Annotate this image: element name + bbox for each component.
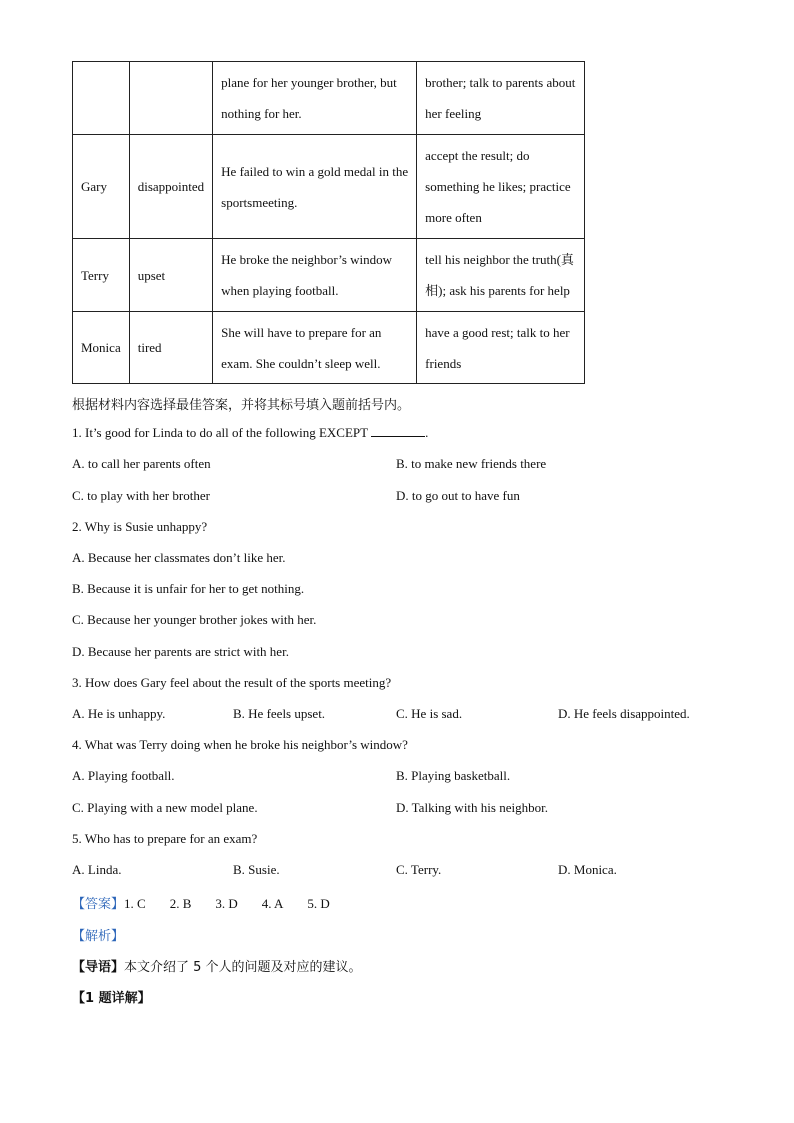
instruction: 根据材料内容选择最佳答案，并将其标号填入题前括号内。 xyxy=(72,398,411,413)
question-3: 3. How does Gary feel about the result of the sports meeting? xyxy=(72,675,392,690)
cell-advice: have a good rest; talk to her friends xyxy=(417,312,585,384)
q3-option-a[interactable]: A. He is unhappy. xyxy=(72,706,166,721)
q3-option-c[interactable]: C. He is sad. xyxy=(396,706,463,721)
q2-option-b[interactable]: B. Because it is unfair for her to get nothing. xyxy=(72,581,305,596)
detail-heading: 【1 题详解】 xyxy=(72,991,151,1006)
cell-advice: tell his neighbor the truth(真相); ask his parents for help xyxy=(417,239,585,312)
answer-item: 3. D xyxy=(215,896,238,911)
q2-option-c[interactable]: C. Because her younger brother jokes with her. xyxy=(72,612,317,627)
question-5: 5. Who has to prepare for an exam? xyxy=(72,831,258,846)
cell-name: Monica xyxy=(73,312,130,384)
guide-label: 【导语】 xyxy=(72,960,125,975)
cell-feeling: tired xyxy=(129,312,212,384)
cell-feeling: upset xyxy=(129,239,212,312)
cell-name xyxy=(73,62,130,135)
cell-advice: accept the result; do something he likes; practice more often xyxy=(417,135,585,239)
q5-option-c[interactable]: C. Terry. xyxy=(396,862,442,877)
q1-option-a[interactable]: A. to call her parents often xyxy=(72,456,211,471)
cell-problem: He broke the neighbor’s window when playing football. xyxy=(213,239,417,312)
q5-option-d[interactable]: D. Monica. xyxy=(558,862,617,877)
q3-option-d[interactable]: D. He feels disappointed. xyxy=(558,706,690,721)
cell-problem: plane for her younger brother, but nothing for her. xyxy=(213,62,417,135)
cell-feeling: disappointed xyxy=(129,135,212,239)
answer-line xyxy=(72,893,354,912)
answer-item: 2. B xyxy=(169,896,192,911)
info-table xyxy=(72,61,585,384)
table-row xyxy=(73,62,585,135)
question-1-text: 1. It’s good for Linda to do all of the following EXCEPT xyxy=(72,425,369,440)
answer-item: 4. A xyxy=(261,896,284,911)
q4-option-a[interactable]: A. Playing football. xyxy=(72,768,175,783)
q2-option-a[interactable]: A. Because her classmates don’t like her. xyxy=(72,550,286,565)
q1-option-d[interactable]: D. to go out to have fun xyxy=(396,488,520,503)
guide-line xyxy=(72,956,362,975)
answer-blank xyxy=(371,425,425,437)
cell-problem: She will have to prepare for an exam. She couldn’t sleep well. xyxy=(213,312,417,384)
table-row xyxy=(73,312,585,384)
cell-name: Gary xyxy=(73,135,130,239)
table-row xyxy=(73,239,585,312)
analysis-line xyxy=(72,925,124,944)
q2-option-d[interactable]: D. Because her parents are strict with her. xyxy=(72,644,289,659)
table-row xyxy=(73,135,585,239)
question-1 xyxy=(72,425,428,441)
q5-option-b[interactable]: B. Susie. xyxy=(233,862,280,877)
q5-option-a[interactable]: A. Linda. xyxy=(72,862,122,877)
cell-feeling xyxy=(129,62,212,135)
question-1-end: . xyxy=(425,425,429,440)
q4-option-c[interactable]: C. Playing with a new model plane. xyxy=(72,800,258,815)
question-4: 4. What was Terry doing when he broke his neighbor’s window? xyxy=(72,737,408,752)
cell-problem: He failed to win a gold medal in the sportsmeeting. xyxy=(213,135,417,239)
cell-name: Terry xyxy=(73,239,130,312)
answer-label: 【答案】 xyxy=(72,897,125,912)
q1-option-c[interactable]: C. to play with her brother xyxy=(72,488,210,503)
q4-option-b[interactable]: B. Playing basketball. xyxy=(396,768,511,783)
answer-item: 1. C xyxy=(124,896,146,911)
analysis-label: 【解析】 xyxy=(72,929,125,944)
q1-option-b[interactable]: B. to make new friends there xyxy=(396,456,547,471)
answer-item: 5. D xyxy=(307,896,330,911)
cell-advice: brother; talk to parents about her feeling xyxy=(417,62,585,135)
guide-text: 本文介绍了 5 个人的问题及对应的建议。 xyxy=(124,960,362,975)
q3-option-b[interactable]: B. He feels upset. xyxy=(233,706,326,721)
question-2: 2. Why is Susie unhappy? xyxy=(72,519,208,534)
q4-option-d[interactable]: D. Talking with his neighbor. xyxy=(396,800,548,815)
